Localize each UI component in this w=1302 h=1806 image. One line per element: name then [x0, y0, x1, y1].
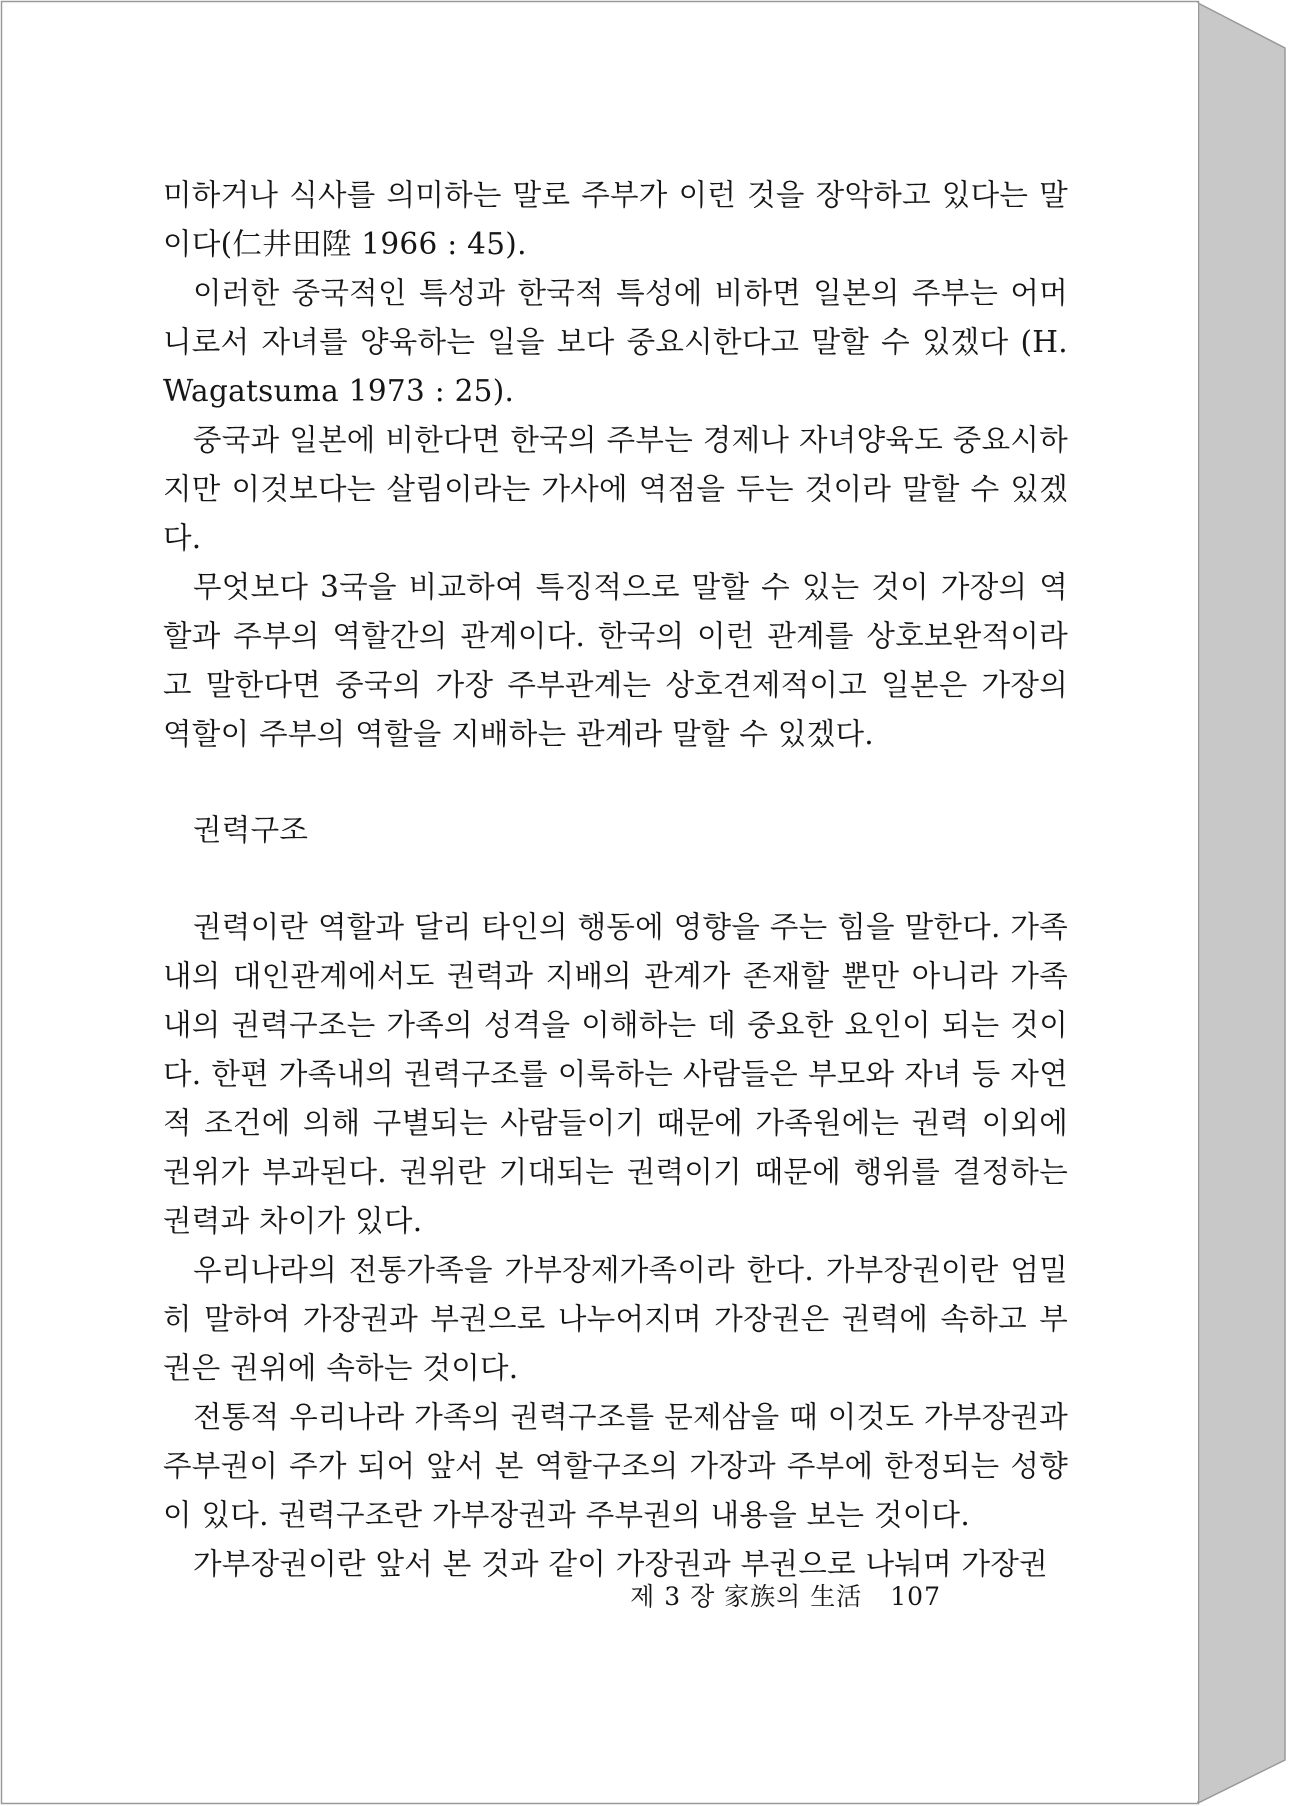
paragraph-8: 가부장권이란 앞서 본 것과 같이 가장권과 부권으로 나눠며 가장권	[193, 1547, 1048, 1581]
paragraph-3: 중국과 일본에 비한다면 한국의 주부는 경제나 자녀양육도 중요시하지만 이것보다는 살림이라는 가사에 역점을 두는 것이라 말할 수 있겠다.	[163, 423, 1068, 555]
page-number: 107	[890, 1582, 941, 1611]
page	[3, 3, 1198, 1801]
paragraph-7: 전통적 우리나라 가족의 권력구조를 문제삼을 때 이것도 가부장권과 주부권이 주가 되어 앞서 본 역할구조의 가장과 주부에 한정되는 성향이 있다. 권력구조란 가부장권과 주부권의 내용을 보는 것이다.	[163, 1400, 1068, 1532]
chapter-title: 제 3 장 家族의 生活	[630, 1582, 863, 1611]
section-heading: 권력구조	[193, 813, 309, 847]
page-footer	[630, 1577, 941, 1613]
paragraph-5: 권력이란 역할과 달리 타인의 행동에 영향을 주는 힘을 말한다. 가족내의 대인관계에서도 권력과 지배의 관계가 존재할 뿐만 아니라 가족내의 권력구조는 가족의 성격을 이해하는 데 중요한 요인이 되는 것이다. 한편 가족내의 권력구조를 이룩하는 사람들은 부모와 자녀 등 자연적 조건에 의해 구별되는 사람들이기 때문에 가족원에는 권력 이외에 권위가 부과된다. 권위란 기대되는 권력이기 때문에 행위를 결정하는 권력과 차이가 있다.	[163, 910, 1068, 1238]
paragraph-1: 미하거나 식사를 의미하는 말로 주부가 이런 것을 장악하고 있다는 말이다(仁井田陞 1966 : 45).	[163, 178, 1068, 261]
paragraph-6: 우리나라의 전통가족을 가부장제가족이라 한다. 가부장권이란 엄밀히 말하여 가장권과 부권으로 나누어지며 가장권은 권력에 속하고 부권은 권위에 속하는 것이다.	[163, 1253, 1068, 1385]
paragraph-4: 무엇보다 3국을 비교하여 특징적으로 말할 수 있는 것이 가장의 역할과 주부의 역할간의 관계이다. 한국의 이런 관계를 상호보완적이라고 말한다면 중국의 가장 주부관계는 상호견제적이고 일본은 가장의 역할이 주부의 역할을 지배하는 관계라 말할 수 있겠다.	[163, 570, 1068, 751]
body-text	[163, 171, 1068, 1589]
book-side-edge	[1198, 3, 1285, 1803]
paragraph-2: 이러한 중국적인 특성과 한국적 특성에 비하면 일본의 주부는 어머니로서 자녀를 양육하는 일을 보다 중요시한다고 말할 수 있겠다 (H. Wagatsuma 1973 : 25).	[163, 276, 1068, 408]
